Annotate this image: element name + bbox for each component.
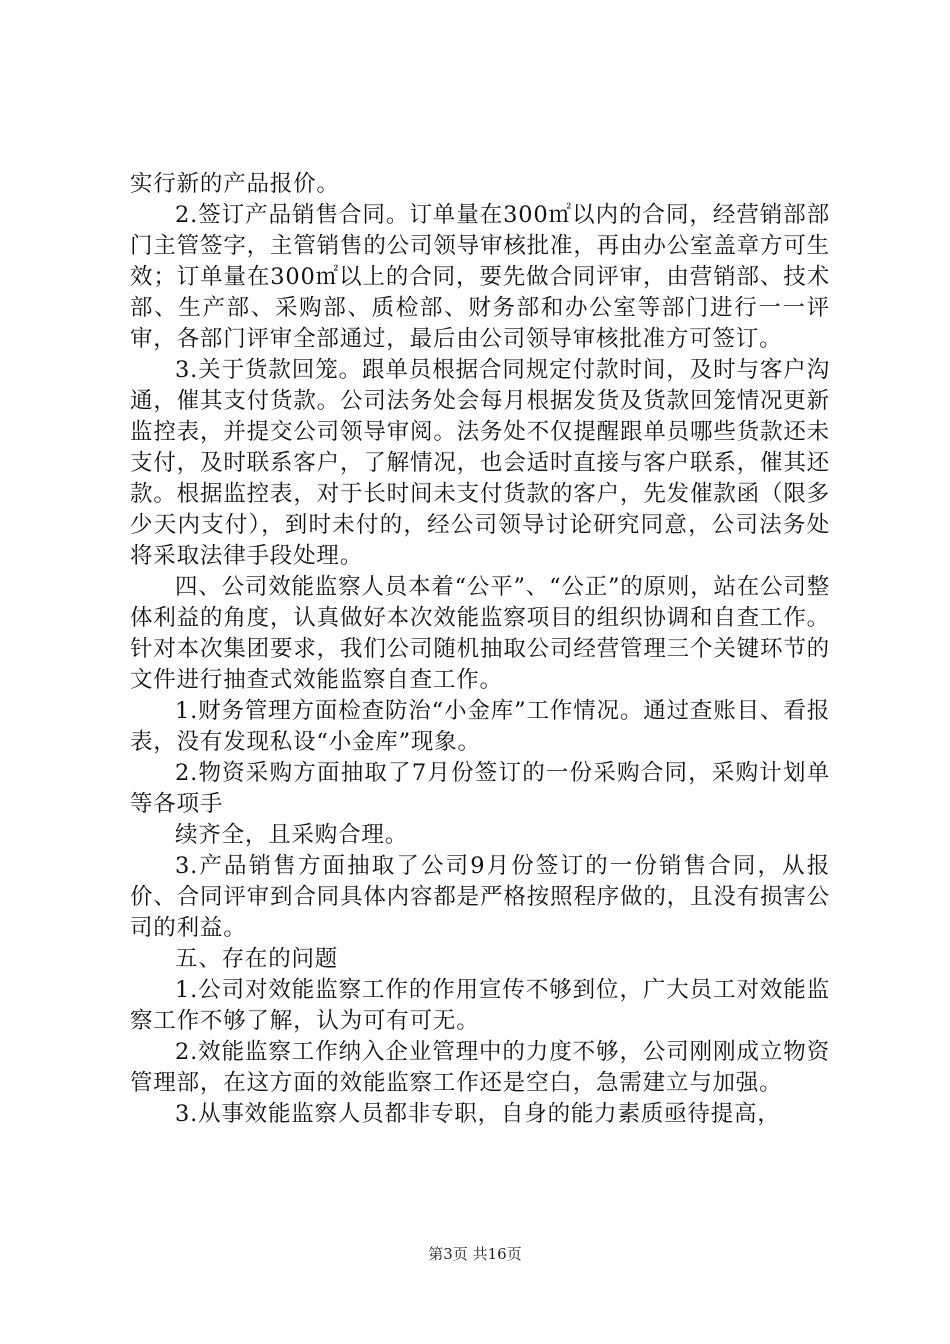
paragraph: 1.公司对效能监察工作的作用宣传不够到位，广大员工对效能监察工作不够了解，认为可有可无。: [130, 977, 830, 1034]
document-body: [130, 169, 830, 1130]
paragraph: 3.产品销售方面抽取了公司9月份签订的一份销售合同，从报价、合同评审到合同具体内容都是严格按照程序做的，且没有损害公司的利益。: [130, 853, 830, 941]
paragraph: 1.财务管理方面检查防治“小金库”工作情况。通过查账目、看报表，没有发现私设“小金库”现象。: [130, 698, 830, 755]
paragraph: 3.从事效能监察人员都非专职，自身的能力素质亟待提高，: [175, 1101, 781, 1127]
paragraph: 续齐全，且采购合理。: [175, 822, 409, 848]
paragraph: 2.签订产品销售合同。订单量在300㎡以内的合同，经营销部部门主管签字，主管销售的公司领导审核批准，再由办公室盖章方可生效；订单量在300㎡以上的合同，要先做合同评审，由营销部、技术部、生产部、采购部、质检部、财务部和办公室等部门进行一一评审，各部门评审全部通过，最后由公司领导审核批准方可签订。: [130, 202, 830, 352]
paragraph: 3.关于货款回笼。跟单员根据合同规定付款时间，及时与客户沟通，催其支付货款。公司法务处会每月根据发货及货款回笼情况更新监控表，并提交公司领导审阅。法务处不仅提醒跟单员哪些货款还未支付，及时联系客户，了解情况，也会适时直接与客户联系，催其还款。根据监控表，对于长时间未支付货款的客户，先发催款函（限多少天内支付），到时未付的，经公司领导讨论研究同意，公司法务处将采取法律手段处理。: [130, 357, 830, 569]
paragraph: 2.效能监察工作纳入企业管理中的力度不够，公司刚刚成立物资管理部，在这方面的效能监察工作还是空白，急需建立与加强。: [130, 1039, 830, 1096]
page-number-footer: 第3页 共16页: [428, 1245, 522, 1263]
paragraph: 实行新的产品报价。: [130, 171, 340, 197]
paragraph: 2.物资采购方面抽取了7月份签订的一份采购合同，采购计划单等各项手: [130, 760, 830, 817]
paragraph: 五、存在的问题: [175, 946, 339, 972]
paragraph: 四、公司效能监察人员本着“公平”、“公正”的原则，站在公司整体利益的角度，认真做好本次效能监察项目的组织协调和自查工作。针对本次集团要求，我们公司随机抽取公司经营管理三个关键环节的文件进行抽查式效能监察自查工作。: [130, 574, 831, 693]
